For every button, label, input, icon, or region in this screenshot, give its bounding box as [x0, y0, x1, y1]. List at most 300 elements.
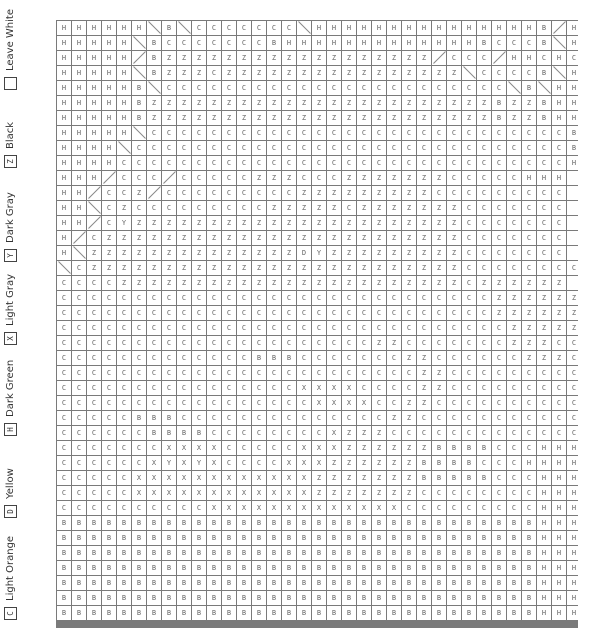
grid-cell: B: [537, 66, 551, 80]
grid-cell: H: [72, 186, 86, 200]
grid-cell: B: [222, 606, 236, 620]
grid-cell: C: [387, 426, 401, 440]
grid-cell: Z: [237, 111, 251, 125]
grid-cell: H: [102, 81, 116, 95]
grid-cell: B: [297, 516, 311, 530]
grid-cell: [567, 216, 578, 230]
grid-cell: C: [87, 306, 101, 320]
grid-cell: C: [252, 186, 266, 200]
grid-cell: C: [327, 411, 341, 425]
grid-cell: Z: [312, 96, 326, 110]
grid-cell: B: [342, 561, 356, 575]
grid-cell: C: [492, 441, 506, 455]
grid-cell: C: [477, 411, 491, 425]
grid-cell: B: [147, 516, 161, 530]
grid-cell: H: [72, 201, 86, 215]
grid-cell: C: [237, 456, 251, 470]
grid-cell: B: [177, 576, 191, 590]
grid-cell: C: [522, 501, 536, 515]
grid-cell: C: [117, 351, 131, 365]
grid-cell: H: [552, 81, 566, 95]
grid-cell: C: [87, 426, 101, 440]
grid-cell: X: [282, 456, 296, 470]
grid-cell: Z: [312, 261, 326, 275]
grid-cell: X: [207, 441, 221, 455]
grid-cell: Z: [237, 246, 251, 260]
grid-cell: B: [492, 531, 506, 545]
grid-cell: C: [222, 21, 236, 35]
grid-cell: D: [297, 246, 311, 260]
grid-cell: C: [87, 231, 101, 245]
grid-cell: Z: [417, 216, 431, 230]
grid-cell: C: [237, 171, 251, 185]
grid-cell: B: [87, 516, 101, 530]
grid-cell: B: [492, 516, 506, 530]
grid-cell: C: [507, 171, 521, 185]
grid-cell: C: [447, 336, 461, 350]
grid-cell: C: [312, 411, 326, 425]
grid-cell: C: [447, 411, 461, 425]
legend-code: [4, 77, 17, 90]
grid-cell: H: [117, 111, 131, 125]
grid-cell: C: [177, 171, 191, 185]
grid-cell: Z: [372, 231, 386, 245]
grid-cell: Z: [432, 111, 446, 125]
grid-cell: X: [282, 486, 296, 500]
grid-cell: Z: [402, 51, 416, 65]
grid-cell: C: [222, 186, 236, 200]
grid-cell: C: [492, 171, 506, 185]
grid-cell: [567, 231, 578, 245]
grid-cell: Z: [267, 231, 281, 245]
grid-cell: B: [87, 606, 101, 620]
grid-cell: B: [387, 546, 401, 560]
grid-cell: B: [57, 591, 71, 605]
grid-cell: C: [387, 291, 401, 305]
grid-cell: B: [477, 516, 491, 530]
grid-cell: C: [477, 51, 491, 65]
grid-cell: Z: [147, 246, 161, 260]
grid-cell: B: [492, 576, 506, 590]
grid-cell: B: [162, 561, 176, 575]
grid-cell: Z: [402, 396, 416, 410]
grid-cell: B: [492, 546, 506, 560]
grid-cell: Z: [237, 276, 251, 290]
grid-cell: C: [252, 366, 266, 380]
grid-cell: C: [297, 126, 311, 140]
grid-cell: C: [117, 426, 131, 440]
grid-cell: C: [267, 306, 281, 320]
grid-cell: C: [192, 381, 206, 395]
grid-cell: Z: [372, 471, 386, 485]
grid-cell: Z: [327, 261, 341, 275]
grid-cell: Z: [252, 261, 266, 275]
grid-cell: C: [522, 486, 536, 500]
grid-cell: C: [252, 426, 266, 440]
grid-cell: C: [507, 426, 521, 440]
grid-cell: C: [507, 261, 521, 275]
grid-cell: B: [537, 21, 551, 35]
grid-cell: C: [357, 126, 371, 140]
grid-cell: C: [387, 351, 401, 365]
grid-cell: C: [282, 381, 296, 395]
grid-cell: Z: [387, 261, 401, 275]
grid-cell: B: [342, 576, 356, 590]
grid-cell: B: [132, 111, 146, 125]
grid-cell: C: [477, 351, 491, 365]
grid-cell: C: [267, 381, 281, 395]
grid-cell: X: [162, 486, 176, 500]
grid-cell: C: [87, 486, 101, 500]
grid-cell: B: [237, 531, 251, 545]
grid-cell: B: [267, 561, 281, 575]
grid-cell: Z: [132, 231, 146, 245]
grid-cell: C: [522, 411, 536, 425]
grid-cell: Z: [567, 321, 578, 335]
grid-cell: C: [102, 486, 116, 500]
grid-cell: C: [402, 81, 416, 95]
grid-cell: Z: [267, 276, 281, 290]
grid-cell: Z: [297, 201, 311, 215]
grid-cell: C: [357, 411, 371, 425]
grid-cell: C: [282, 306, 296, 320]
grid-cell: Z: [222, 261, 236, 275]
grid-cell: B: [492, 606, 506, 620]
grid-cell: B: [507, 531, 521, 545]
grid-cell: Z: [357, 216, 371, 230]
grid-cell: B: [282, 516, 296, 530]
grid-cell: C: [552, 261, 566, 275]
grid-cell: B: [117, 546, 131, 560]
grid-cell: C: [507, 36, 521, 50]
grid-cell: H: [552, 171, 566, 185]
grid-cell: Z: [192, 51, 206, 65]
grid-cell: H: [402, 21, 416, 35]
grid-cell: C: [192, 336, 206, 350]
legend-label: Leave White: [4, 8, 16, 71]
grid-cell: B: [387, 531, 401, 545]
grid-cell: B: [417, 591, 431, 605]
grid-cell: B: [327, 516, 341, 530]
grid-cell: C: [552, 216, 566, 230]
grid-cell: H: [567, 441, 578, 455]
grid-cell: X: [177, 456, 191, 470]
grid-cell: Z: [477, 111, 491, 125]
grid-cell: C: [492, 471, 506, 485]
grid-cell: H: [72, 81, 86, 95]
grid-cell: C: [522, 201, 536, 215]
grid-cell: C: [87, 276, 101, 290]
grid-cell: C: [267, 291, 281, 305]
grid-cell: C: [102, 336, 116, 350]
grid-cell: C: [132, 156, 146, 170]
grid-cell: B: [87, 591, 101, 605]
grid-cell: H: [417, 21, 431, 35]
grid-cell: Z: [387, 51, 401, 65]
grid-cell: X: [252, 471, 266, 485]
grid-cell: Z: [342, 66, 356, 80]
grid-cell: H: [522, 171, 536, 185]
grid-cell: B: [402, 546, 416, 560]
grid-cell: Z: [447, 111, 461, 125]
grid-cell: Z: [522, 96, 536, 110]
grid-cell: C: [87, 456, 101, 470]
grid-cell: H: [117, 96, 131, 110]
grid-cell: Z: [432, 261, 446, 275]
grid-cell: C: [462, 411, 476, 425]
grid-cell: C: [132, 291, 146, 305]
grid-cell: C: [402, 141, 416, 155]
grid-cell: Z: [162, 66, 176, 80]
grid-cell: C: [447, 501, 461, 515]
grid-cell: X: [147, 471, 161, 485]
grid-cell: H: [87, 81, 101, 95]
grid-cell: C: [402, 156, 416, 170]
grid-cell: C: [417, 141, 431, 155]
grid-cell: C: [522, 231, 536, 245]
grid-cell: C: [537, 381, 551, 395]
grid-cell: C: [432, 321, 446, 335]
grid-cell: Z: [327, 231, 341, 245]
grid-cell: [57, 261, 71, 275]
grid-cell: C: [237, 126, 251, 140]
grid-cell: C: [357, 141, 371, 155]
grid-cell: C: [72, 306, 86, 320]
grid-cell: B: [312, 531, 326, 545]
grid-cell: Z: [342, 261, 356, 275]
grid-cell: Z: [402, 471, 416, 485]
grid-cell: B: [162, 411, 176, 425]
grid-cell: C: [312, 141, 326, 155]
grid-cell: C: [162, 351, 176, 365]
grid-cell: Z: [132, 216, 146, 230]
grid-cell: C: [87, 501, 101, 515]
grid-cell: Z: [342, 486, 356, 500]
grid-cell: H: [537, 171, 551, 185]
grid-cell: Z: [327, 246, 341, 260]
grid-cell: C: [147, 306, 161, 320]
grid-cell: Z: [312, 111, 326, 125]
grid-cell: C: [102, 471, 116, 485]
grid-cell: Z: [252, 111, 266, 125]
grid-cell: C: [252, 441, 266, 455]
grid-cell: C: [267, 441, 281, 455]
grid-cell: Z: [507, 306, 521, 320]
grid-cell: C: [462, 291, 476, 305]
grid-cell: C: [402, 321, 416, 335]
grid-cell: Z: [402, 216, 416, 230]
grid-cell: C: [462, 381, 476, 395]
grid-cell: B: [267, 606, 281, 620]
grid-cell: C: [447, 426, 461, 440]
grid-cell: C: [252, 21, 266, 35]
grid-cell: C: [447, 51, 461, 65]
grid-cell: X: [342, 396, 356, 410]
grid-cell: C: [132, 306, 146, 320]
grid-cell: Z: [537, 276, 551, 290]
grid-cell: C: [192, 411, 206, 425]
grid-cell: C: [222, 81, 236, 95]
grid-cell: H: [567, 576, 578, 590]
grid-cell: C: [57, 426, 71, 440]
grid-cell: C: [162, 201, 176, 215]
grid-cell: H: [117, 81, 131, 95]
grid-cell: C: [267, 411, 281, 425]
grid-cell: C: [342, 291, 356, 305]
grid-cell: Z: [357, 171, 371, 185]
grid-cell: C: [57, 321, 71, 335]
grid-cell: B: [507, 606, 521, 620]
grid-cell: C: [297, 156, 311, 170]
grid-cell: [132, 126, 146, 140]
grid-cell: H: [72, 156, 86, 170]
grid-cell: X: [297, 501, 311, 515]
grid-cell: B: [237, 516, 251, 530]
grid-cell: B: [522, 531, 536, 545]
grid-cell: C: [147, 396, 161, 410]
grid-cell: B: [282, 591, 296, 605]
grid-cell: C: [177, 36, 191, 50]
grid-cell: Z: [552, 276, 566, 290]
grid-cell: X: [132, 486, 146, 500]
legend-code: C: [4, 607, 17, 620]
grid-cell: B: [477, 441, 491, 455]
grid-cell: B: [477, 561, 491, 575]
grid-cell: B: [477, 606, 491, 620]
grid-cell: B: [207, 516, 221, 530]
grid-cell: C: [117, 291, 131, 305]
grid-cell: C: [252, 456, 266, 470]
grid-cell: Z: [567, 291, 578, 305]
grid-cell: C: [177, 501, 191, 515]
grid-cell: B: [492, 561, 506, 575]
grid-cell: C: [132, 501, 146, 515]
grid-cell: Z: [372, 216, 386, 230]
grid-cell: C: [297, 426, 311, 440]
grid-cell: Z: [402, 231, 416, 245]
grid-cell: B: [297, 561, 311, 575]
grid-cell: Z: [117, 231, 131, 245]
grid-cell: C: [57, 381, 71, 395]
grid-cell: B: [462, 591, 476, 605]
grid-cell: B: [492, 111, 506, 125]
grid-cell: C: [447, 381, 461, 395]
grid-cell: C: [537, 201, 551, 215]
grid-cell: C: [342, 411, 356, 425]
grid-cell: Z: [252, 216, 266, 230]
grid-cell: Z: [552, 321, 566, 335]
grid-cell: C: [297, 411, 311, 425]
grid-cell: Z: [327, 186, 341, 200]
grid-cell: H: [537, 456, 551, 470]
grid-cell: C: [492, 321, 506, 335]
grid-cell: C: [537, 426, 551, 440]
grid-cell: C: [417, 426, 431, 440]
grid-cell: C: [447, 186, 461, 200]
grid-cell: B: [387, 606, 401, 620]
grid-cell: C: [117, 336, 131, 350]
grid-cell: C: [447, 141, 461, 155]
grid-cell: B: [57, 516, 71, 530]
grid-cell: C: [312, 351, 326, 365]
grid-cell: C: [237, 366, 251, 380]
grid-cell: Z: [387, 216, 401, 230]
grid-cell: B: [297, 606, 311, 620]
grid-cell: B: [447, 591, 461, 605]
grid-cell: B: [342, 591, 356, 605]
grid-cell: C: [552, 381, 566, 395]
grid-cell: B: [327, 561, 341, 575]
grid-cell: Z: [357, 246, 371, 260]
grid-cell: H: [462, 21, 476, 35]
grid-cell: C: [192, 156, 206, 170]
grid-cell: C: [267, 321, 281, 335]
grid-cell: C: [567, 51, 578, 65]
grid-cell: Z: [162, 231, 176, 245]
grid-cell: Z: [282, 111, 296, 125]
grid-cell: C: [507, 126, 521, 140]
grid-cell: B: [372, 516, 386, 530]
grid-cell: [567, 186, 578, 200]
grid-cell: Z: [237, 66, 251, 80]
grid-cell: Z: [207, 51, 221, 65]
grid-cell: B: [342, 606, 356, 620]
grid-cell: C: [417, 126, 431, 140]
grid-cell: Z: [312, 216, 326, 230]
grid-cell: C: [342, 336, 356, 350]
grid-cell: C: [327, 171, 341, 185]
grid-cell: X: [312, 381, 326, 395]
grid-cell: B: [282, 351, 296, 365]
grid-cell: H: [102, 21, 116, 35]
grid-cell: B: [327, 576, 341, 590]
grid-cell: C: [462, 366, 476, 380]
grid-cell: C: [492, 81, 506, 95]
grid-cell: C: [462, 321, 476, 335]
grid-cell: C: [507, 366, 521, 380]
grid-cell: H: [567, 21, 578, 35]
grid-cell: C: [177, 126, 191, 140]
grid-cell: B: [147, 591, 161, 605]
grid-cell: C: [87, 336, 101, 350]
grid-cell: C: [462, 231, 476, 245]
grid-cell: B: [507, 576, 521, 590]
grid-cell: C: [447, 306, 461, 320]
grid-cell: Z: [402, 441, 416, 455]
grid-cell: B: [117, 591, 131, 605]
grid-cell: C: [567, 336, 578, 350]
grid-cell: H: [567, 486, 578, 500]
grid-cell: Z: [552, 291, 566, 305]
grid-cell: B: [207, 591, 221, 605]
grid-cell: B: [492, 96, 506, 110]
grid-cell: C: [237, 156, 251, 170]
grid-cell: Z: [417, 381, 431, 395]
grid-cell: B: [567, 141, 578, 155]
grid-cell: C: [492, 381, 506, 395]
grid-cell: C: [492, 186, 506, 200]
grid-cell: Z: [342, 171, 356, 185]
grid-cell: Z: [282, 96, 296, 110]
grid-cell: Z: [132, 276, 146, 290]
grid-cell: Z: [507, 291, 521, 305]
grid-cell: C: [462, 51, 476, 65]
grid-cell: H: [72, 141, 86, 155]
grid-cell: Z: [177, 51, 191, 65]
grid-cell: C: [147, 351, 161, 365]
grid-cell: C: [297, 81, 311, 95]
grid-cell: B: [402, 561, 416, 575]
